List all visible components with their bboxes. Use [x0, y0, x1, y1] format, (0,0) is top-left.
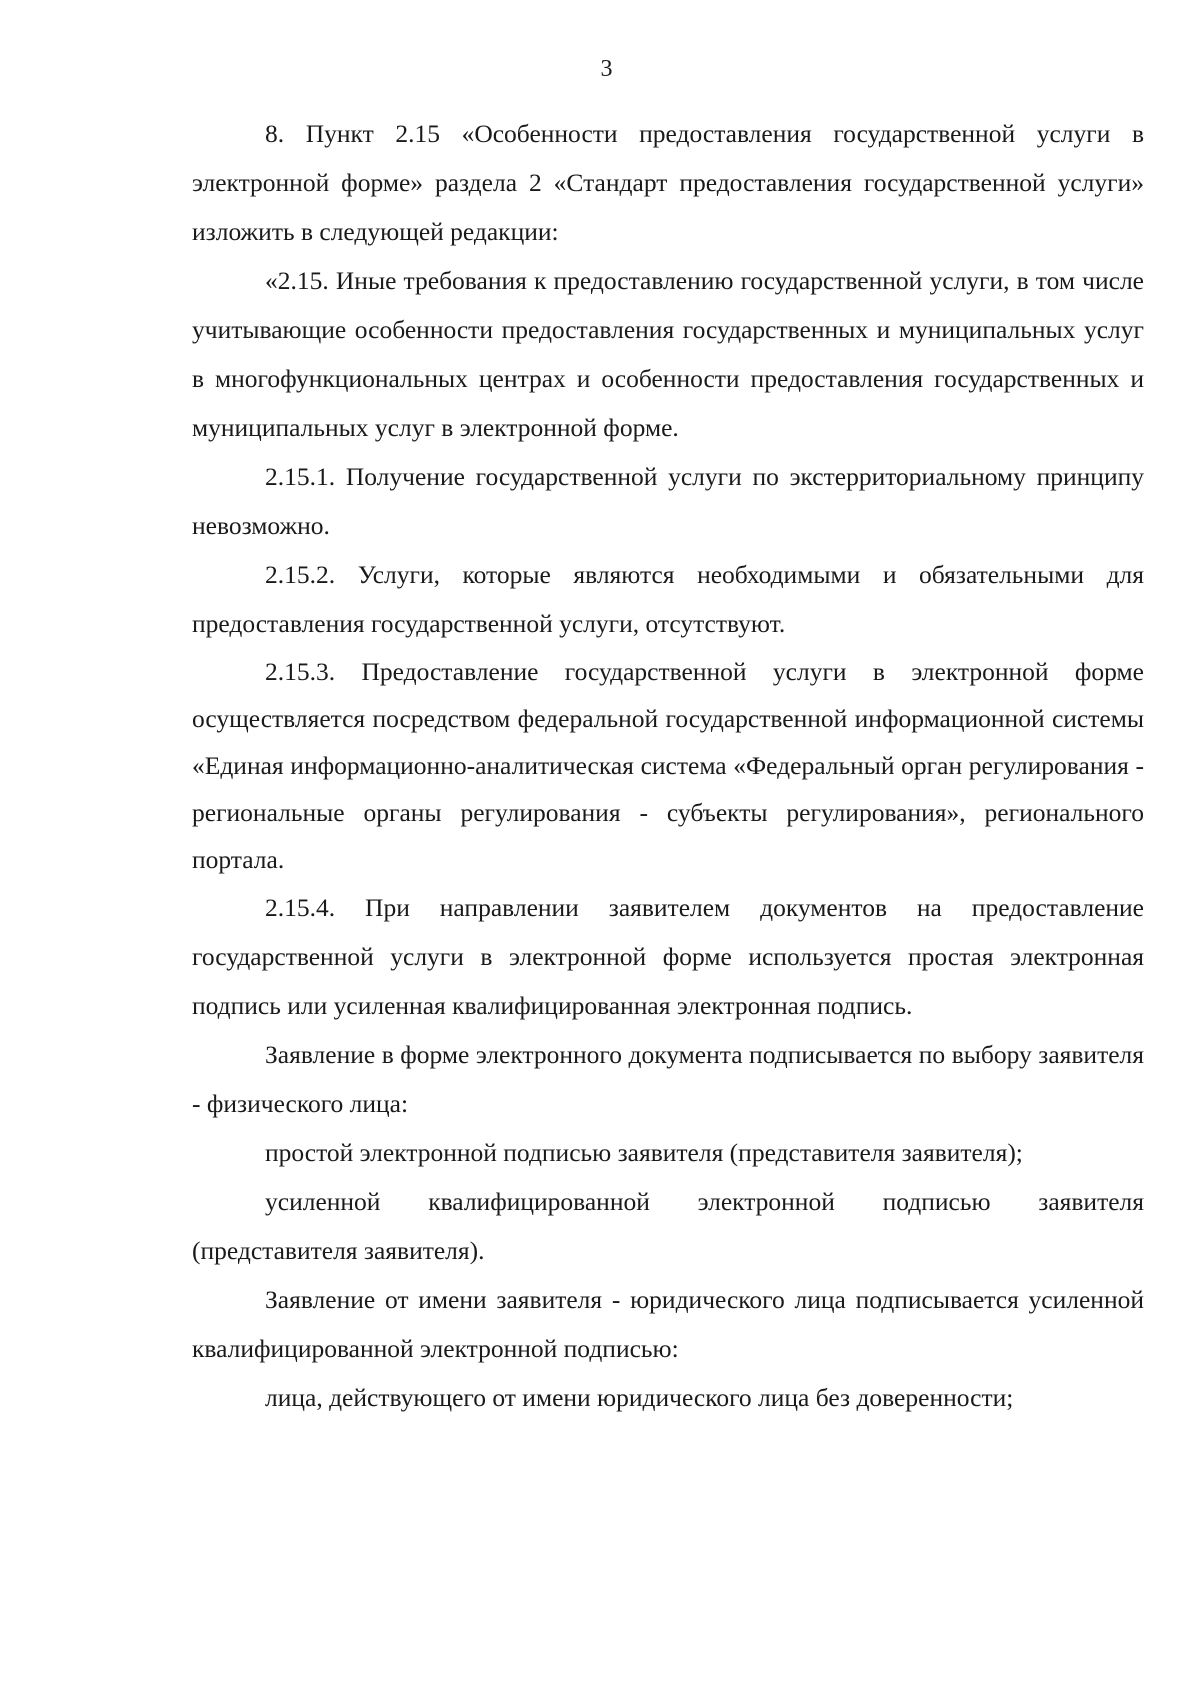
- paragraph-2-15-2: 2.15.2. Услуги, которые являются необходимыми и обязательными для предоставления государственной услуги, отсутствуют.: [192, 560, 1144, 638]
- list-item-simple-signature: простой электронной подписью заявителя (представителя заявителя);: [265, 1138, 1023, 1167]
- paragraph-item-8: 8. Пункт 2.15 «Особенности предоставления государственной услуги в электронной форме» раздела 2 «Стандарт предоставления государственной услуги» изложить в следующей редакции:: [192, 119, 1144, 246]
- paragraph-legal-entity-signature: Заявление от имени заявителя - юридического лица подписывается усиленной квалифицированной электронной подписью:: [192, 1285, 1144, 1363]
- document-body: [192, 109, 1144, 1422]
- paragraph-individual-signature: Заявление в форме электронного документа подписывается по выбору заявителя - физического лица:: [192, 1040, 1144, 1118]
- paragraph-2-15-4: 2.15.4. При направлении заявителем документов на предоставление государственной услуги в электронной форме используется простая электронная подпись или усиленная квалифицированная электронная подпись.: [192, 893, 1144, 1020]
- paragraph-2-15: «2.15. Иные требования к предоставлению государственной услуги, в том числе учитывающие особенности предоставления государственных и муниципальных услуг в многофункциональных центрах и особенности предоставления государственных и муниципальных услуг в электронной форме.: [192, 266, 1144, 442]
- paragraph-2-15-1: 2.15.1. Получение государственной услуги по экстерриториальному принципу невозможно.: [192, 462, 1144, 540]
- page-number: 3: [600, 56, 613, 82]
- paragraph-2-15-3: 2.15.3. Предоставление государственной услуги в электронной форме осуществляется посредством федеральной государственной информационной системы «Единая информационно-аналитическая система «Федеральный орган регулирования - региональные органы регулирования - субъекты регулирования», регионального портала.: [192, 657, 1144, 874]
- list-item-person-without-power-of-attorney: лица, действующего от имени юридического лица без доверенности;: [265, 1383, 1014, 1412]
- list-item-qualified-signature: усиленной квалифицированной электронной подписью заявителя (представителя заявителя).: [192, 1187, 1144, 1265]
